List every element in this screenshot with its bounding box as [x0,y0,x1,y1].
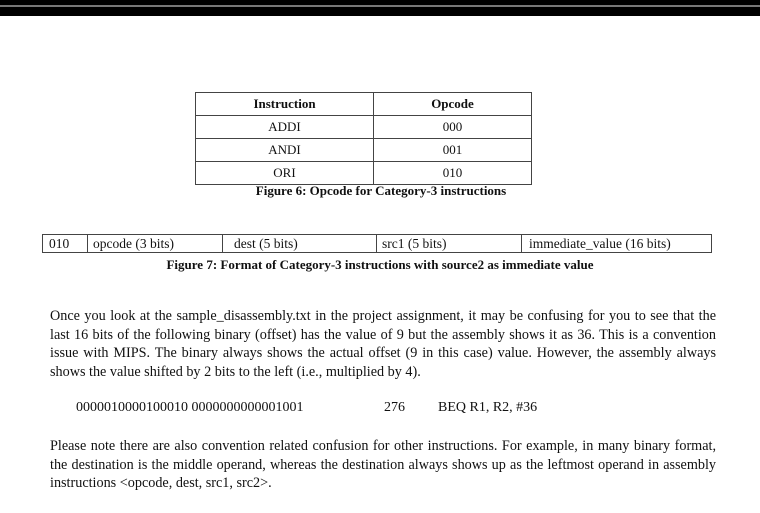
figure-7-caption: Figure 7: Format of Category-3 instructions with source2 as immediate value [166,257,594,272]
convention-note-paragraph: Please note there are also convention related confusion for other instructions. For example, in many binary format, the destination is the middle operand, whereas the destination always shows up as the leftmost operand in assembly instructions <opcode, dest, src1, src2>. [50,438,716,491]
cell-opcode: 000 [374,116,532,139]
format-field-src1: src1 (5 bits) [382,236,447,251]
top-black-bar [0,0,760,16]
format-divider [87,235,88,252]
top-bar-line [0,5,760,7]
example-assembly: BEQ R1, R2, #36 [438,400,538,415]
format-field-dest: dest (5 bits) [234,236,298,251]
table-header-row [196,93,532,116]
header-instruction: Instruction [196,93,374,116]
cell-instruction: ANDI [196,139,374,162]
format-field-immediate: immediate_value (16 bits) [529,236,671,251]
format-divider [521,235,522,252]
example-binary: 0000010000100010 0000000000001001 [76,400,304,415]
format-divider [222,235,223,252]
figure-6-caption: Figure 6: Opcode for Category-3 instructions [255,183,507,198]
table-row [196,162,532,185]
header-opcode: Opcode [374,93,532,116]
cell-instruction: ORI [196,162,374,185]
explanation-paragraph: Once you look at the sample_disassembly.txt in the project assignment, it may be confusing for you to see that the last 16 bits of the following binary (offset) has the value of 9 but the assembly shows it as 36. This is a convention issue with MIPS. The binary always shows the actual offset (9 in this case) value. However, the assembly always shows the value shifted by 2 bits to the left (i.e., multiplied by 4). [50,308,716,380]
instruction-format-bar [42,234,712,253]
cell-instruction: ADDI [196,116,374,139]
table-row [196,116,532,139]
cell-opcode: 010 [374,162,532,185]
cell-opcode: 001 [374,139,532,162]
format-field-prefix: 010 [49,236,70,251]
format-divider [376,235,377,252]
table-row [196,139,532,162]
format-field-opcode: opcode (3 bits) [93,236,174,251]
opcode-table [195,92,532,185]
example-address: 276 [384,400,405,415]
